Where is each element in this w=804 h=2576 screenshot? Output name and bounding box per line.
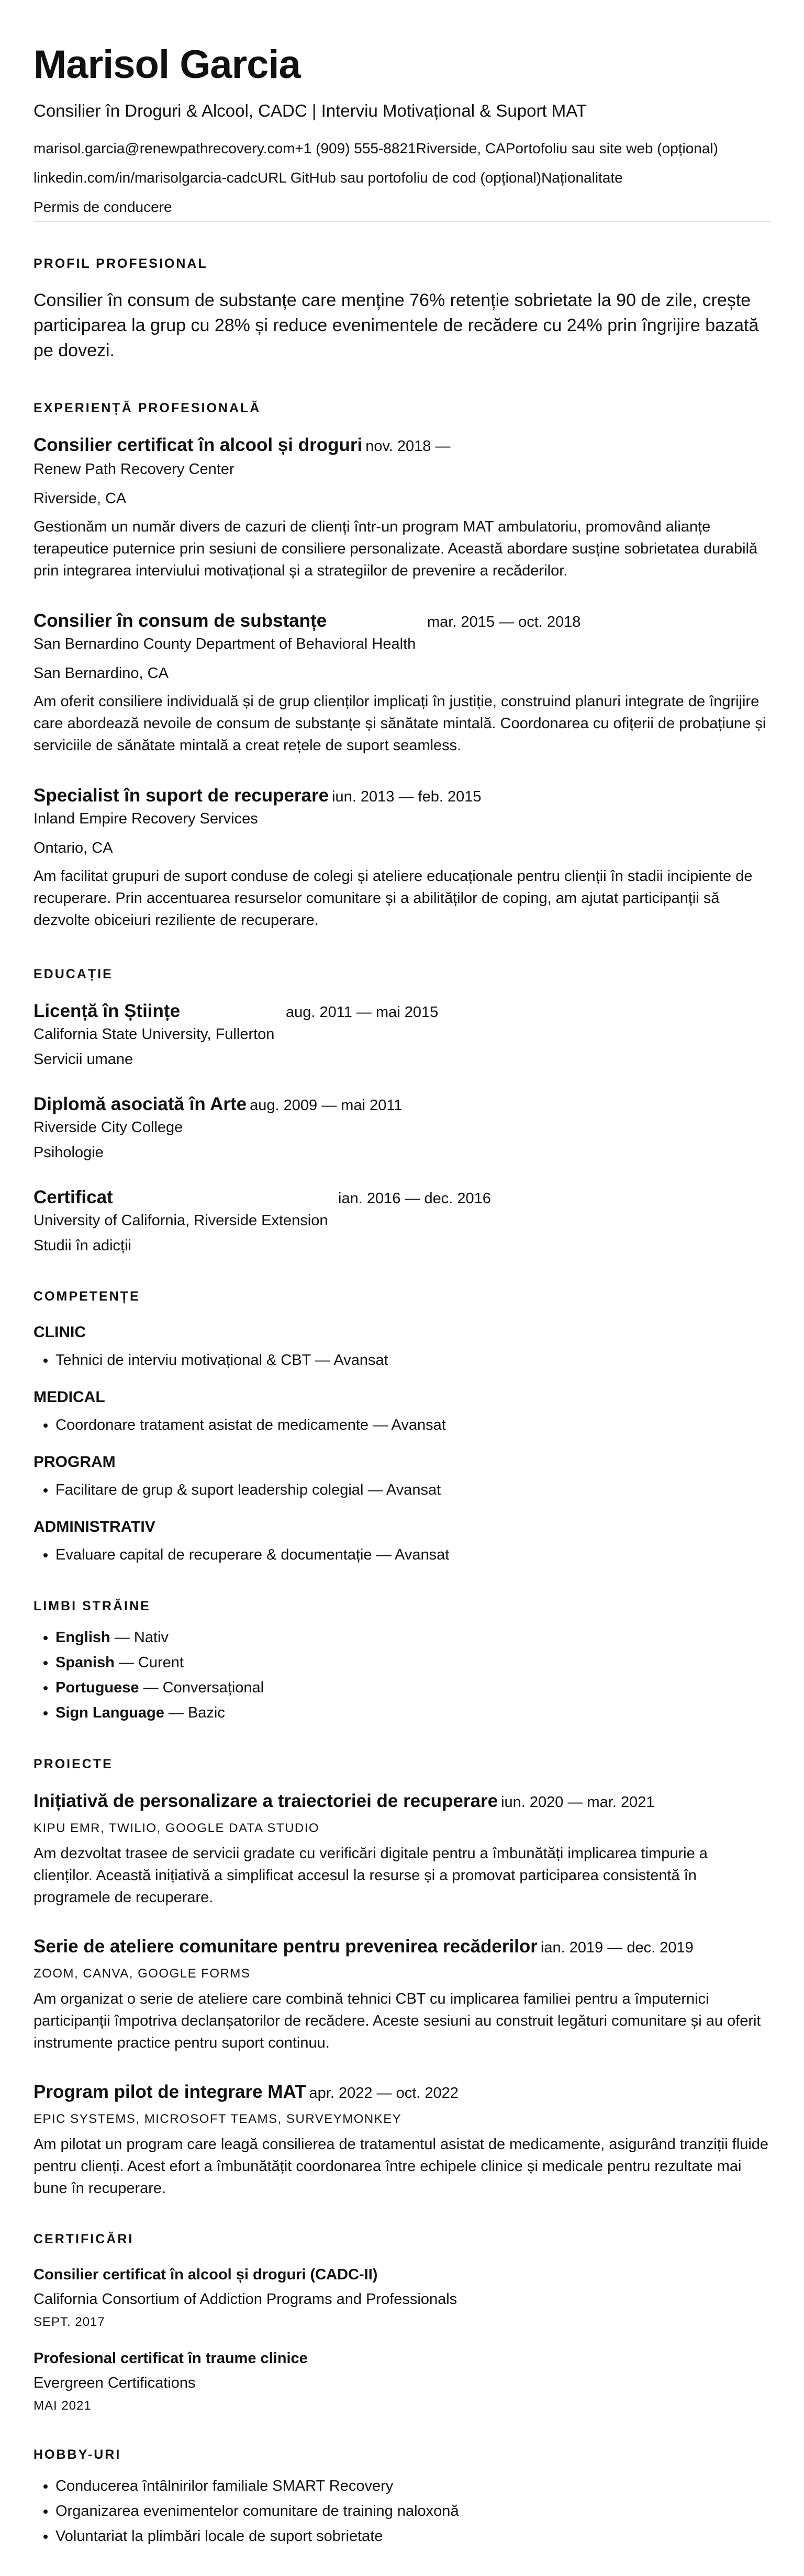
job-title: Consilier în consum de substanțe: [34, 611, 327, 631]
education-item: [34, 1185, 770, 1257]
field-of-study: Psihologie: [34, 1144, 104, 1161]
section-title: HOBBY-URI: [34, 2447, 121, 2462]
contact-row: Permis de conducere: [34, 199, 172, 215]
project-item: [34, 1935, 770, 2054]
certification-title: Profesional certificat în traume clinice: [34, 2350, 308, 2367]
section-title: LIMBI STRĂINE: [34, 1599, 151, 1613]
project-title: Serie de ateliere comunitare pentru prevenirea recăderilor: [34, 1936, 538, 1957]
skill-group: [34, 1321, 770, 1373]
certification-issuer: California Consortium of Addiction Programs and Professionals: [34, 2291, 457, 2308]
job-dates: iun. 2013 — feb. 2015: [332, 788, 482, 805]
project-technologies: KIPU EMR, TWILIO, GOOGLE DATA STUDIO: [34, 1821, 320, 1835]
header-divider: [34, 221, 770, 222]
project-dates: ian. 2019 — dec. 2019: [540, 1939, 694, 1956]
degree-title: Diplomă asociată în Arte: [34, 1094, 247, 1114]
job-location: Riverside, CA: [34, 490, 127, 507]
project-dates: iun. 2020 — mar. 2021: [501, 1794, 655, 1811]
job-description: Am oferit consiliere individuală și de grup clienților implicați în justiție, construind planuri integrate de îngrijire care abordează nevoile de consum de substanțe și sănătate mintală. Coordonarea cu ofițerii de probațiune și serviciile de sănătate mintală a creat rețele de suport seamless.: [34, 693, 766, 754]
project-description: Am dezvoltat trasee de servicii gradate cu verificări digitale pentru a îmbunătăți implicarea timpurie a clienților. Această inițiativă a simplificat accesul la resurse și a promovat participarea consistentă în programele de recuperare.: [34, 1845, 708, 1906]
language-level: — Bazic: [164, 1704, 225, 1721]
job-description: Gestionăm un număr divers de cazuri de clienți într-un program MAT ambulatoriu, promovând alianțe terapeutice puternice prin sesiuni de consiliere personalizate. Această abordare susține sobrietatea durabilă prin integrarea interviului motivațional și a strategiilor de prevenire a recăderilor.: [34, 518, 758, 579]
candidate-name: Marisol Garcia: [34, 42, 300, 87]
section-title: COMPETENȚE: [34, 1289, 140, 1304]
skill-group: [34, 1451, 770, 1502]
certification-item: [34, 2264, 770, 2331]
project-description: Am pilotat un program care leagă consilierea de tratamentul asistat de medicamente, asigurând tranziții fluide pentru clienți. Acest efort a îmbunătățit coordonarea între echipele clinice și medicale pentru rezultate mai bune în recuperare.: [34, 2136, 769, 2197]
skill-item: • Coordonare tratament asistat de medicamente — Avansat: [55, 1413, 770, 1438]
job-location: Ontario, CA: [34, 840, 113, 856]
language-level: — Curent: [114, 1654, 184, 1671]
section-title: CERTIFICĂRI: [34, 2232, 134, 2246]
school-name: Riverside City College: [34, 1119, 183, 1136]
certification-item: [34, 2348, 770, 2415]
certification-date: SEPT. 2017: [34, 2315, 105, 2329]
project-item: [34, 1789, 770, 1908]
language-item: [55, 1650, 770, 1675]
job-dates: mar. 2015 — oct. 2018: [427, 614, 581, 630]
project-technologies: ZOOM, CANVA, GOOGLE FORMS: [34, 1967, 251, 1981]
skill-item: • Evaluare capital de recuperare & documentație — Avansat: [55, 1542, 770, 1567]
skill-group: [34, 1516, 770, 1567]
education-item: [34, 999, 770, 1070]
language-level: — Nativ: [110, 1629, 169, 1646]
contact-row: marisol.garcia@renewpathrecovery.com+1 (909) 555-8821Riverside, CAPortofoliu sau site web (opțional): [34, 140, 718, 156]
certification-issuer: Evergreen Certifications: [34, 2375, 196, 2391]
school-name: California State University, Fullerton: [34, 1026, 275, 1043]
school-name: University of California, Riverside Extension: [34, 1212, 328, 1229]
section-title: PROIECTE: [34, 1757, 113, 1771]
language-name: English: [55, 1629, 110, 1646]
job-title: Specialist în suport de recuperare: [34, 785, 329, 806]
education-section: [34, 965, 770, 1257]
language-level: — Conversațional: [139, 1679, 264, 1696]
skill-category: MEDICAL: [34, 1388, 105, 1406]
projects-section: [34, 1755, 770, 2199]
education-dates: aug. 2011 — mai 2015: [286, 1004, 439, 1021]
project-description: Am organizat o serie de ateliere care combină tehnici CBT cu implicarea familiei pentru a împuternici participanții împotriva declanșatorilor de recădere. Aceste sesiuni au construit legături comunitare și au oferit instrumente practice pentru suport continuu.: [34, 1991, 761, 2051]
section-title: EXPERIENȚĂ PROFESIONALĂ: [34, 401, 261, 415]
field-of-study: Servicii umane: [34, 1051, 133, 1068]
field-of-study: Studii în adicții: [34, 1237, 131, 1254]
language-name: Sign Language: [55, 1704, 164, 1721]
project-item: [34, 2080, 770, 2199]
project-title: Program pilot de integrare MAT: [34, 2082, 306, 2102]
project-technologies: EPIC SYSTEMS, MICROSOFT TEAMS, SURVEYMONKEY: [34, 2112, 402, 2126]
skill-category: CLINIC: [34, 1324, 86, 1341]
skill-item: • Facilitare de grup & suport leadership colegial — Avansat: [55, 1477, 770, 1502]
job-employer: Renew Path Recovery Center: [34, 461, 234, 478]
language-item: [55, 1700, 770, 1725]
language-item: [55, 1675, 770, 1700]
section-title: PROFIL PROFESIONAL: [34, 256, 208, 271]
experience-section: [34, 399, 770, 931]
education-item: [34, 1092, 770, 1163]
contact-row: linkedin.com/in/marisolgarcia-cadcURL GitHub sau portofoliu de cod (opțional)Naționalitate: [34, 170, 623, 186]
section-title: EDUCAȚIE: [34, 967, 113, 981]
degree-title: Certificat: [34, 1187, 113, 1207]
degree-title: Licență în Științe: [34, 1001, 181, 1021]
job-description: Am facilitat grupuri de suport conduse de colegi și ateliere educaționale pentru clienții în stadii incipiente de recuperare. Prin accentuarea resurselor comunitare și a abilităților de coping, am ajutat participanții să dezvolte obiceiuri reziliente de recuperare.: [34, 868, 753, 929]
hobby-item: • Organizarea evenimentelor comunitare de training naloxonă: [55, 2499, 770, 2524]
language-name: Spanish: [55, 1654, 115, 1671]
job-title: Consilier certificat în alcool și droguri: [34, 435, 363, 455]
job-employer: San Bernardino County Department of Behavioral Health: [34, 636, 416, 652]
skill-category: PROGRAM: [34, 1453, 116, 1471]
job-employer: Inland Empire Recovery Services: [34, 810, 258, 827]
skill-group: [34, 1386, 770, 1438]
skill-item: • Tehnici de interviu motivațional & CBT — Avansat: [55, 1348, 770, 1373]
hobbies-section: [34, 2445, 770, 2549]
project-dates: apr. 2022 — oct. 2022: [309, 2085, 459, 2102]
skills-section: [34, 1287, 770, 1567]
certification-date: MAI 2021: [34, 2399, 92, 2413]
education-dates: aug. 2009 — mai 2011: [250, 1097, 403, 1114]
education-dates: ian. 2016 — dec. 2016: [338, 1190, 491, 1207]
experience-item: [34, 609, 770, 756]
summary-text: Consilier în consum de substanțe care menține 76% retenție sobrietate la 90 de zile, crește participarea la grup cu 28% și reduce evenimentele de recădere cu 24% prin îngrijire bazată pe dovezi.: [34, 290, 759, 360]
job-dates: nov. 2018 —: [365, 438, 451, 455]
certifications-section: [34, 2230, 770, 2415]
experience-item: [34, 784, 770, 931]
skill-category: ADMINISTRATIV: [34, 1518, 155, 1535]
experience-item: [34, 433, 770, 582]
certification-title: Consilier certificat în alcool și droguri (CADC-II): [34, 2266, 378, 2283]
summary-section: [34, 254, 770, 363]
job-location: San Bernardino, CA: [34, 665, 169, 682]
project-title: Inițiativă de personalizare a traiectoriei de recuperare: [34, 1791, 498, 1811]
headline: Consilier în Droguri & Alcool, CADC | Interviu Motivațional & Suport MAT: [34, 101, 587, 120]
languages-section: [34, 1597, 770, 1725]
language-name: Portuguese: [55, 1679, 139, 1696]
language-item: [55, 1625, 770, 1650]
hobby-item: • Conducerea întâlnirilor familiale SMART Recovery: [55, 2473, 770, 2499]
hobby-item: • Voluntariat la plimbări locale de suport sobrietate: [55, 2524, 770, 2549]
